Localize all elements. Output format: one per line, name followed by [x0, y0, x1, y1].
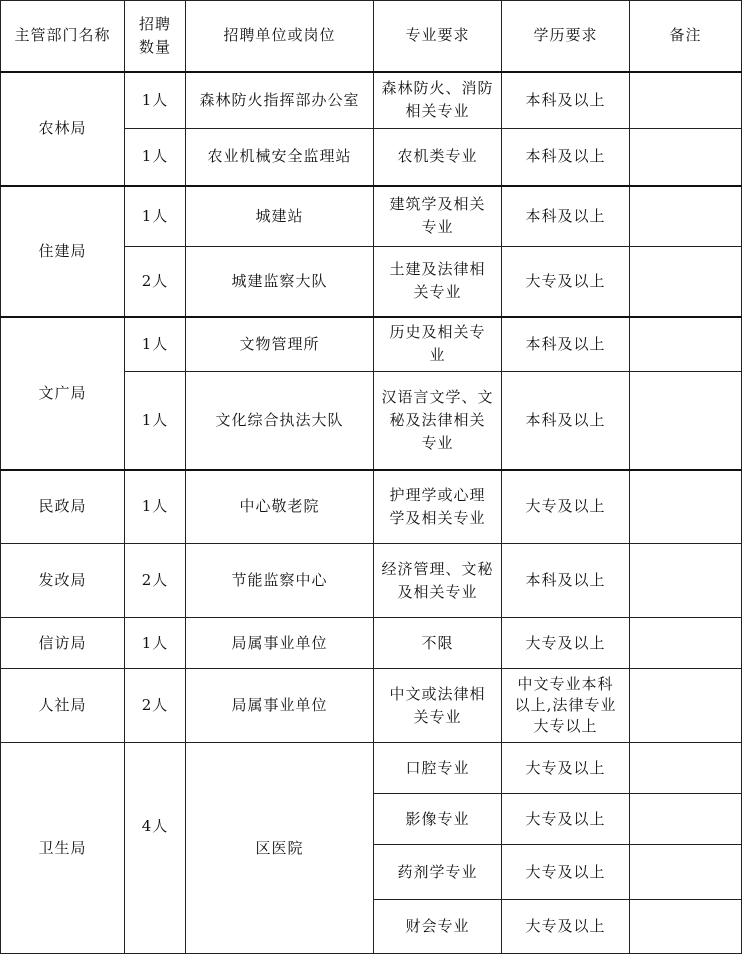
unit-cell: 文化综合执法大队 [186, 372, 374, 470]
unit-cell: 中心敬老院 [186, 470, 374, 544]
dept-cell: 信访局 [1, 618, 125, 669]
note-cell [630, 372, 742, 470]
major-cell: 中文或法律相 关专业 [374, 669, 502, 743]
count-cell: 1人 [125, 372, 186, 470]
unit-cell: 节能监察中心 [186, 544, 374, 618]
table-row [1, 618, 742, 669]
edu-cell: 大专及以上 [502, 794, 630, 845]
note-cell [630, 470, 742, 544]
unit-cell: 局属事业单位 [186, 669, 374, 743]
note-cell [630, 900, 742, 954]
edu-cell: 大专及以上 [502, 845, 630, 900]
edu-cell: 大专及以上 [502, 618, 630, 669]
note-cell [630, 544, 742, 618]
dept-cell: 人社局 [1, 669, 125, 743]
header-note: 备注 [630, 1, 742, 72]
edu-cell: 本科及以上 [502, 186, 630, 247]
major-cell: 森林防火、消防 相关专业 [374, 72, 502, 129]
major-cell: 药剂学专业 [374, 845, 502, 900]
table-row [1, 72, 742, 129]
header-dept: 主管部门名称 [1, 1, 125, 72]
major-cell: 口腔专业 [374, 743, 502, 794]
table-row [1, 544, 742, 618]
major-cell: 历史及相关专 业 [374, 317, 502, 372]
note-cell [630, 317, 742, 372]
unit-cell: 区医院 [186, 743, 374, 954]
dept-cell: 文广局 [1, 317, 125, 470]
table-row [1, 317, 742, 372]
unit-cell: 森林防火指挥部办公室 [186, 72, 374, 129]
count-cell: 2人 [125, 544, 186, 618]
edu-cell: 中文专业本科 以上,法律专业 大专以上 [502, 669, 630, 743]
edu-cell: 大专及以上 [502, 743, 630, 794]
count-cell: 1人 [125, 618, 186, 669]
unit-cell: 文物管理所 [186, 317, 374, 372]
count-cell: 1人 [125, 72, 186, 129]
note-cell [630, 247, 742, 317]
unit-cell: 局属事业单位 [186, 618, 374, 669]
edu-cell: 本科及以上 [502, 372, 630, 470]
note-cell [630, 618, 742, 669]
note-cell [630, 186, 742, 247]
dept-cell: 住建局 [1, 186, 125, 317]
table-row [1, 186, 742, 247]
count-cell: 1人 [125, 186, 186, 247]
note-cell [630, 743, 742, 794]
header-row [1, 1, 742, 72]
count-cell: 1人 [125, 317, 186, 372]
major-cell: 经济管理、文秘 及相关专业 [374, 544, 502, 618]
edu-cell: 本科及以上 [502, 72, 630, 129]
count-cell: 4人 [125, 743, 186, 954]
dept-cell: 农林局 [1, 72, 125, 186]
count-cell: 2人 [125, 669, 186, 743]
header-edu: 学历要求 [502, 1, 630, 72]
unit-cell: 城建监察大队 [186, 247, 374, 317]
note-cell [630, 845, 742, 900]
edu-cell: 大专及以上 [502, 470, 630, 544]
note-cell [630, 72, 742, 129]
note-cell [630, 669, 742, 743]
dept-cell: 发改局 [1, 544, 125, 618]
unit-cell: 农业机械安全监理站 [186, 129, 374, 186]
major-cell: 护理学或心理 学及相关专业 [374, 470, 502, 544]
edu-cell: 本科及以上 [502, 544, 630, 618]
dept-cell: 卫生局 [1, 743, 125, 954]
note-cell [630, 129, 742, 186]
edu-cell: 本科及以上 [502, 129, 630, 186]
major-cell: 农机类专业 [374, 129, 502, 186]
count-cell: 2人 [125, 247, 186, 317]
count-cell: 1人 [125, 470, 186, 544]
edu-cell: 大专及以上 [502, 247, 630, 317]
major-cell: 建筑学及相关 专业 [374, 186, 502, 247]
edu-cell: 大专及以上 [502, 900, 630, 954]
major-cell: 汉语言文学、文 秘及法律相关 专业 [374, 372, 502, 470]
table-row [1, 743, 742, 794]
table-row [1, 669, 742, 743]
major-cell: 影像专业 [374, 794, 502, 845]
note-cell [630, 794, 742, 845]
unit-cell: 城建站 [186, 186, 374, 247]
major-cell: 财会专业 [374, 900, 502, 954]
header-count: 招聘 数量 [125, 1, 186, 72]
header-major: 专业要求 [374, 1, 502, 72]
major-cell: 土建及法律相 关专业 [374, 247, 502, 317]
table-row [1, 470, 742, 544]
edu-cell: 本科及以上 [502, 317, 630, 372]
major-cell: 不限 [374, 618, 502, 669]
header-unit: 招聘单位或岗位 [186, 1, 374, 72]
dept-cell: 民政局 [1, 470, 125, 544]
count-cell: 1人 [125, 129, 186, 186]
